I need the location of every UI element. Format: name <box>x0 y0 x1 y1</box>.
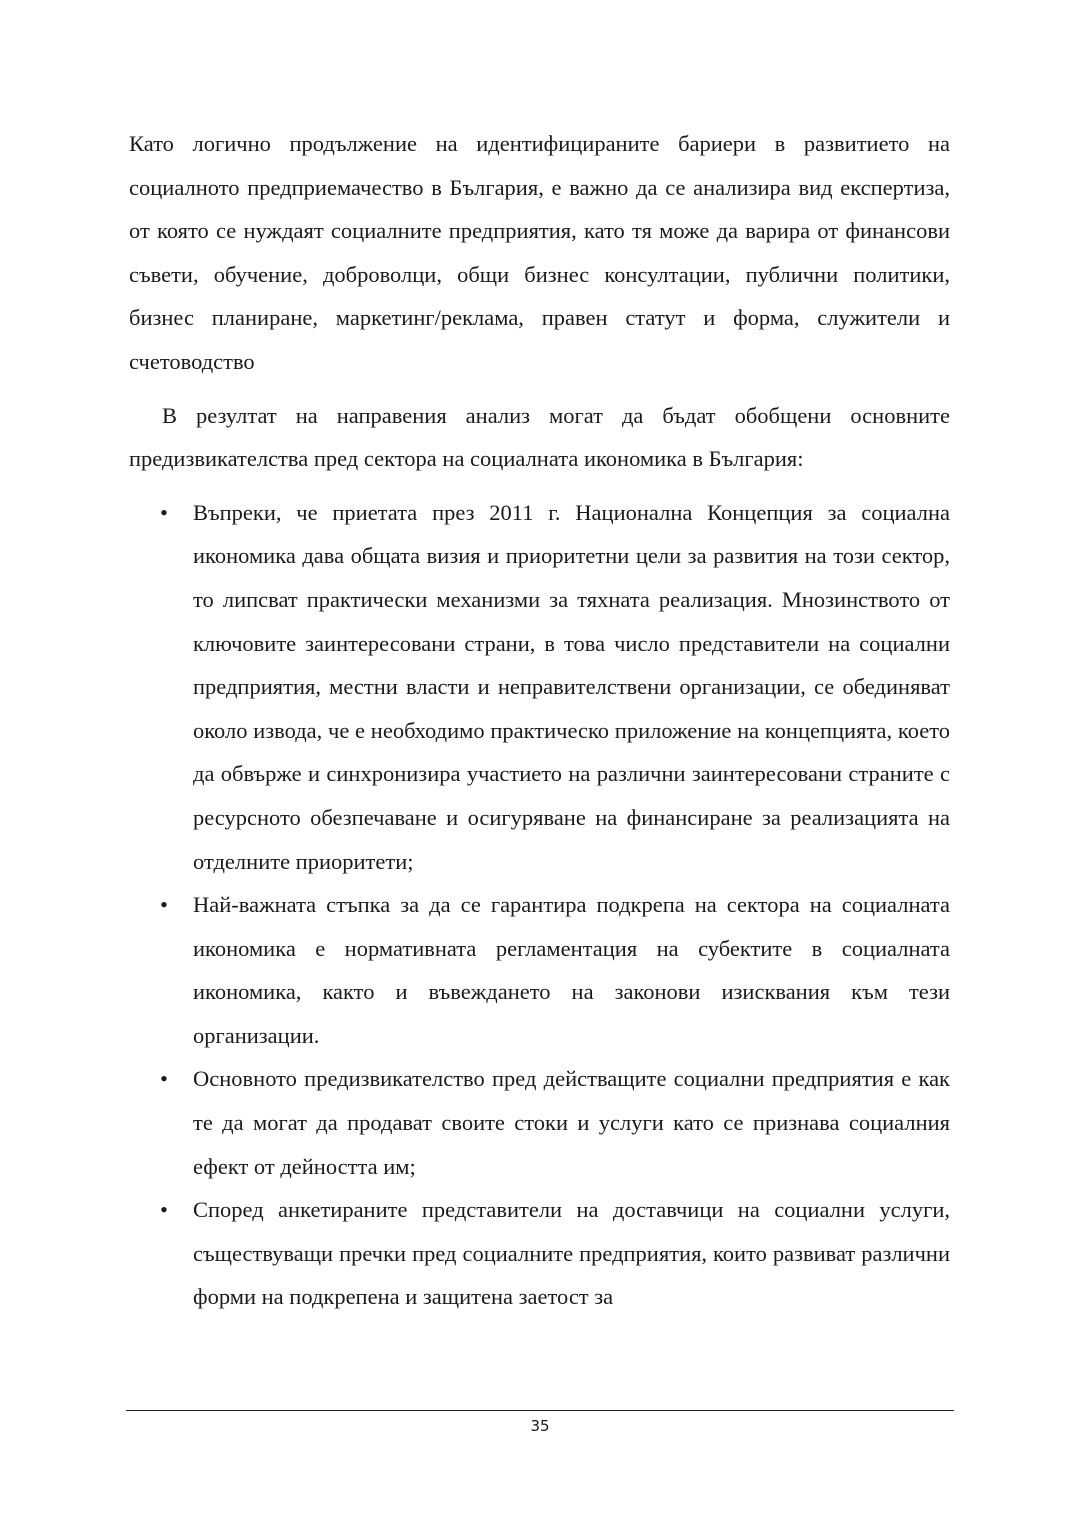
list-item <box>160 1057 950 1188</box>
list-item-text: Въпреки, че приетата през 2011 г. Национална Концепция за социална икономика дава общата визия и приоритетни цели за развития на този сектор, то липсват практически механизми за тяхната реализация. Мнозинството от ключовите заинтересовани страни, в това число представители на социални предприятия, местни власти и неправителствени организации, се обединяват около извода, че е необходимо практическо приложение на концепцията, което да обвърже и синхронизира участието на различни заинтересовани страните с ресурсното обезпечаване и осигуряване на финансиране за реализацията на отделните приоритети; <box>193 499 950 874</box>
document-body <box>129 122 950 1319</box>
bullet-icon: • <box>160 499 168 525</box>
paragraph-challenges-intro: В резултат на направения анализ могат да бъдат обобщени основните предизвикателства пред сектора на социалната икономика в България: <box>129 402 950 472</box>
list-item <box>160 1188 950 1319</box>
challenges-list <box>129 491 950 1319</box>
list-item <box>160 883 950 1057</box>
list-item <box>160 491 950 883</box>
list-item-text: Най-важната стъпка за да се гарантира подкрепа на сектора на социалната икономика е нормативната регламентация на субектите в социалната икономика, както и въвеждането на законови изисквания към тези организации. <box>193 892 950 1048</box>
bullet-icon: • <box>160 1197 168 1223</box>
footer-divider <box>126 1410 954 1411</box>
list-item-text: Според анкетираните представители на доставчици на социални услуги, съществуващи пречки пред социалните предприятия, които развиват различни форми на подкрепена и защитена заетост за <box>193 1197 950 1310</box>
bullet-icon: • <box>160 1066 168 1092</box>
paragraph-expertise: Като логично продължение на идентифицираните бариери в развитието на социалното предприемачество в България, е важно да се анализира вид експертиза, от която се нуждаят социалните предприятия, като тя може да варира от финансови съвети, обучение, доброволци, общи бизнес консултации, публични политики, бизнес планиране, маркетинг/реклама, правен статут и форма, служители и счетоводство <box>129 131 950 374</box>
bullet-icon: • <box>160 892 168 918</box>
list-item-text: Основното предизвикателство пред действащите социални предприятия е как те да могат да продават своите стоки и услуги като се признава социалния ефект от дейността им; <box>193 1066 950 1179</box>
page-number: 35 <box>530 1417 550 1435</box>
